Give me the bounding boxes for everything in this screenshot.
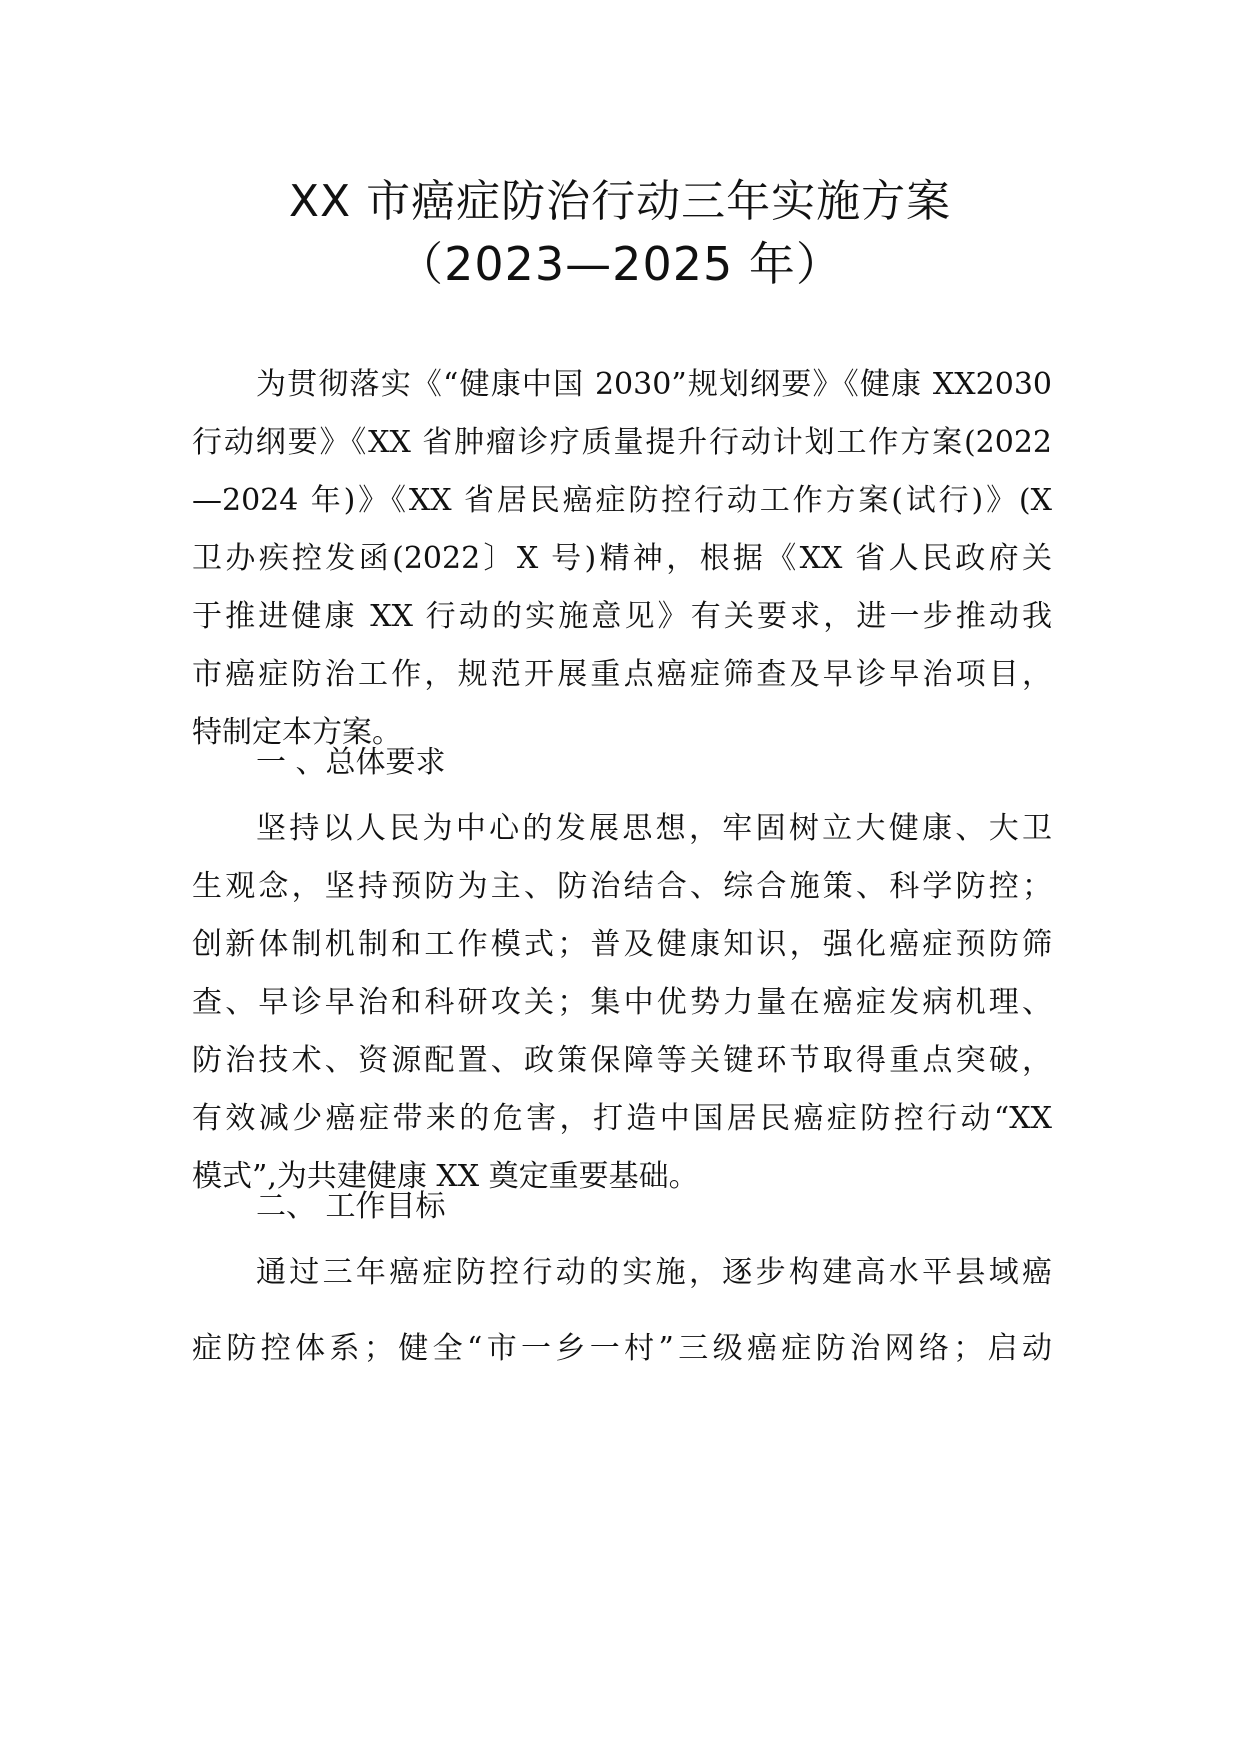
paragraph-line: 行动纲要》《XX 省肿瘤诊疗质量提升行动计划工作方案(2022 (192, 425, 1052, 460)
paragraph-line: 卫办疾控发函(2022〕X 号)精神，根据《XX 省人民政府关 (192, 541, 1052, 576)
document-subtitle-years: （2023—2025 年） (397, 237, 843, 291)
paragraph-line: 症防控体系；健全“市一乡一村”三级癌症防治网络；启动 (192, 1331, 1052, 1366)
paragraph-line: 特制定本方案。 (192, 715, 402, 750)
paragraph-line: 为贯彻落实《“健康中国 2030”规划纲要》《健康 XX2030 (256, 367, 1052, 402)
section-heading-overall-requirements: 一 、总体要求 (256, 745, 446, 780)
paragraph-line: 市癌症防治工作，规范开展重点癌症筛查及早诊早治项目， (192, 657, 1052, 692)
document-title: XX 市癌症防治行动三年实施方案 (288, 176, 952, 227)
paragraph-line: 生观念，坚持预防为主、防治结合、综合施策、科学防控； (192, 869, 1052, 904)
paragraph-line: —2024 年)》《XX 省居民癌症防控行动工作方案(试行)》(X (192, 483, 1052, 518)
paragraph-line: 防治技术、资源配置、政策保障等关键环节取得重点突破， (192, 1043, 1052, 1078)
paragraph-line: 有效减少癌症带来的危害，打造中国居民癌症防控行动“XX (192, 1101, 1052, 1136)
paragraph-line: 模式”,为共建健康 XX 奠定重要基础。 (192, 1159, 699, 1194)
overall-requirements-paragraph (192, 800, 1052, 1206)
paragraph-line: 于推进健康 XX 行动的实施意见》有关要求，进一步推动我 (192, 599, 1052, 634)
paragraph-line: 创新体制机制和工作模式；普及健康知识，强化癌症预防筛 (192, 927, 1052, 962)
work-goals-paragraph (192, 1244, 1052, 1378)
intro-paragraph (192, 356, 1052, 762)
paragraph-line: 查、早诊早治和科研攻关；集中优势力量在癌症发病机理、 (192, 985, 1052, 1020)
section-heading-work-goals: 二、 工作目标 (256, 1189, 446, 1224)
paragraph-line: 坚持以人民为中心的发展思想，牢固树立大健康、大卫 (256, 811, 1052, 846)
paragraph-line: 通过三年癌症防控行动的实施，逐步构建高水平县域癌 (256, 1255, 1052, 1290)
